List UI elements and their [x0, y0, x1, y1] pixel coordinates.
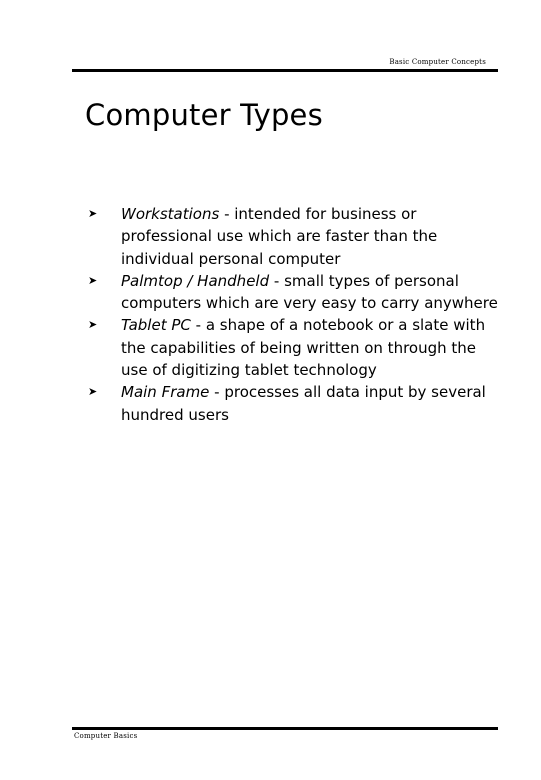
item-term: Palmtop / Handheld — [121, 271, 270, 290]
header-divider — [72, 69, 498, 72]
footer-running-title: Computer Basics — [74, 732, 138, 740]
item-description: - a shape of a notebook or a slate with the capabilities of being written on through the use of digitizing tablet technology — [121, 316, 486, 380]
item-term: Tablet PC — [121, 316, 191, 335]
list-item-tablet-pc — [88, 314, 498, 381]
arrow-bullet-icon: ➤ — [88, 385, 98, 399]
footer-divider — [72, 727, 498, 730]
arrow-bullet-icon: ➤ — [88, 207, 98, 220]
list-item-main-frame — [88, 381, 498, 426]
item-term: Workstations — [121, 205, 220, 223]
item-description: - small types of personal computers which are very easy to carry anywhere — [121, 271, 498, 313]
item-description: - intended for business or professional use which are faster than the individual personal computer — [121, 205, 438, 268]
computer-types-list — [88, 203, 498, 426]
item-description: - processes all data input by several hundred users — [121, 383, 486, 424]
arrow-bullet-icon: ➤ — [88, 318, 98, 332]
page-title: Computer Types — [85, 98, 323, 132]
list-item-palmtop-handheld — [88, 270, 498, 315]
arrow-bullet-icon: ➤ — [88, 273, 98, 287]
item-term: Main Frame — [121, 383, 210, 402]
header-running-title: Basic Computer Concepts — [389, 58, 486, 66]
list-item-workstations — [88, 203, 498, 270]
